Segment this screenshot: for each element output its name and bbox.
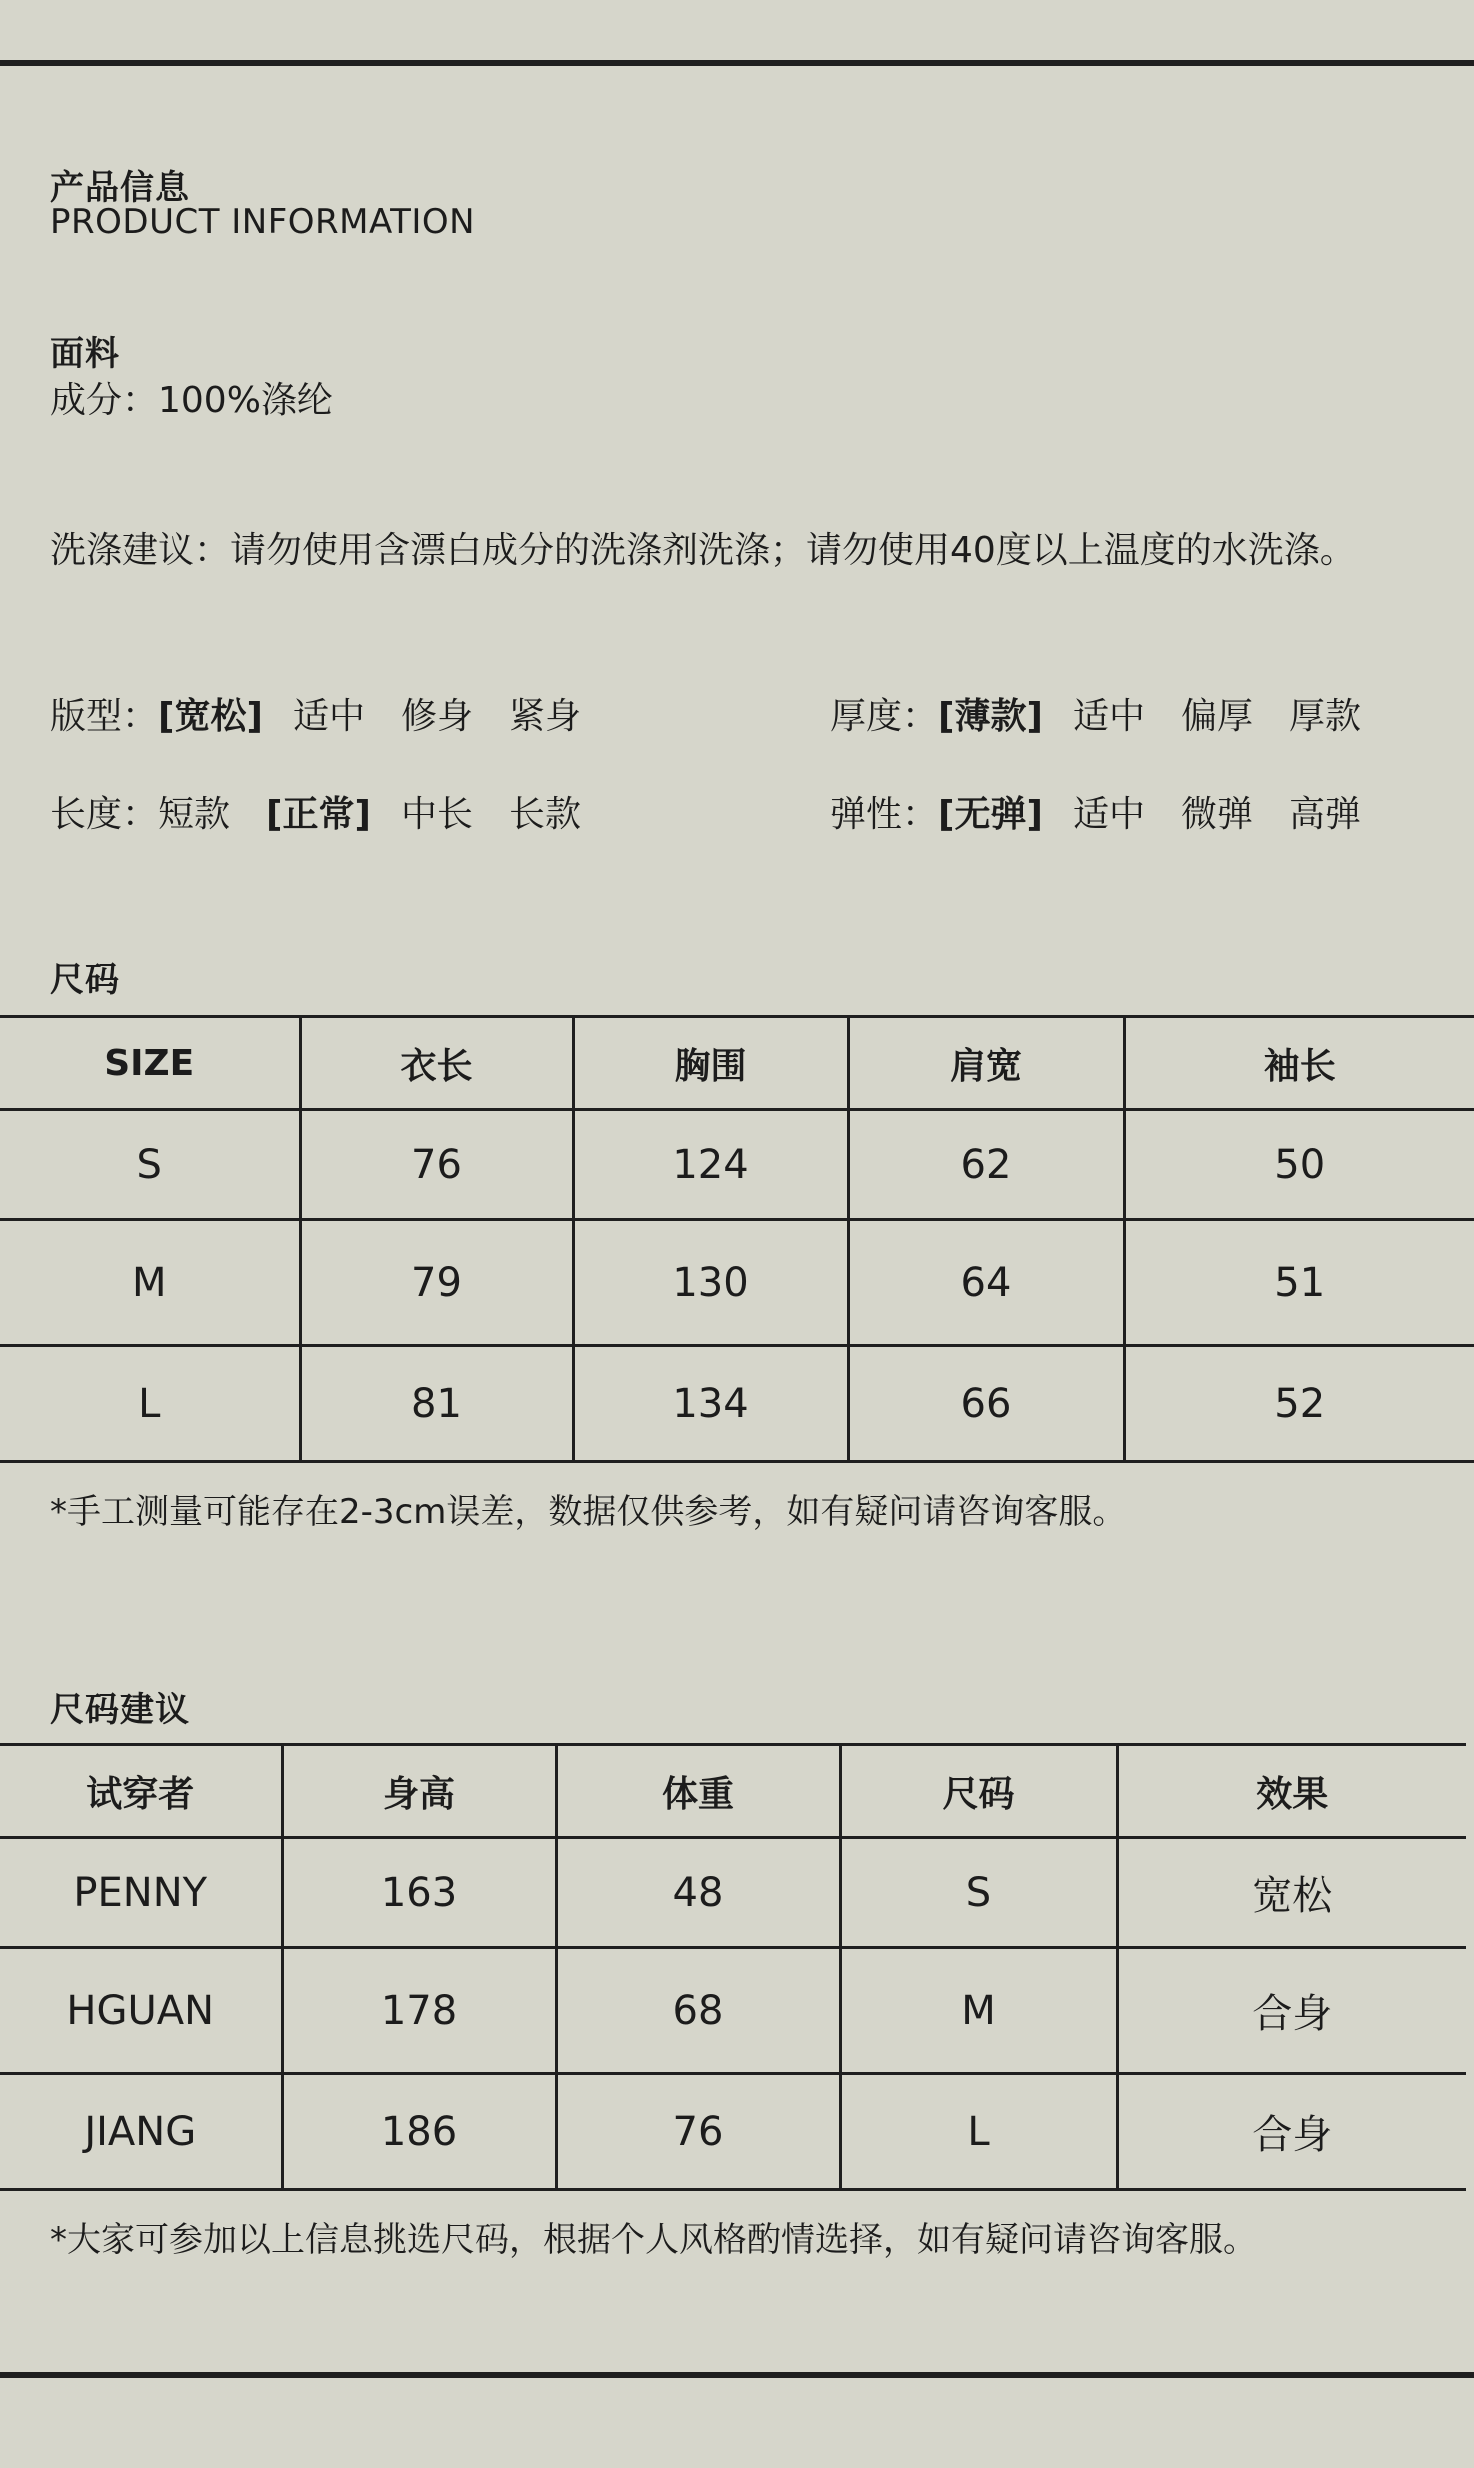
- size-chart-header: SIZE: [0, 1017, 300, 1110]
- size-advice-cell: 合身: [1117, 1948, 1466, 2074]
- size-advice-cell: JIANG: [0, 2074, 282, 2190]
- size-advice-cell: S: [840, 1838, 1117, 1948]
- size-advice-cell: 合身: [1117, 2074, 1466, 2190]
- size-chart-cell: 64: [848, 1220, 1124, 1346]
- size-chart-cell: 51: [1124, 1220, 1474, 1346]
- size-chart-title: 尺码: [50, 960, 120, 1000]
- size-advice-header: 尺码: [840, 1745, 1117, 1838]
- size-chart-cell: 79: [300, 1220, 573, 1346]
- washing-advice: 洗涤建议：请勿使用含漂白成分的洗涤剂洗涤；请勿使用40度以上温度的水洗涤。: [50, 530, 1356, 571]
- attr-fit-label: 版型：: [50, 696, 159, 737]
- size-chart-cell: 52: [1124, 1346, 1474, 1462]
- size-chart-cell: 62: [848, 1110, 1124, 1220]
- size-advice-title: 尺码建议: [50, 1690, 190, 1730]
- size-advice-cell: M: [840, 1948, 1117, 2074]
- attr-elasticity-option: [无弹]: [938, 794, 1043, 835]
- size-advice-cell: 68: [556, 1948, 840, 2074]
- size-advice-header: 身高: [282, 1745, 556, 1838]
- size-chart-cell: 124: [573, 1110, 848, 1220]
- attr-elasticity-label: 弹性：: [830, 794, 939, 835]
- table-row: [0, 1346, 1474, 1462]
- attr-thickness: [830, 688, 1397, 739]
- size-advice-cell: HGUAN: [0, 1948, 282, 2074]
- attr-thickness-option: [薄款]: [938, 696, 1043, 737]
- size-chart-cell: 50: [1124, 1110, 1474, 1220]
- size-advice-cell: 宽松: [1117, 1838, 1466, 1948]
- attr-thickness-option: 偏厚: [1180, 696, 1253, 737]
- size-chart-cell: 134: [573, 1346, 848, 1462]
- size-chart-cell: M: [0, 1220, 300, 1346]
- size-chart-cell: S: [0, 1110, 300, 1220]
- size-advice-header: 试穿者: [0, 1745, 282, 1838]
- section-title-product-cn: 产品信息: [50, 168, 190, 208]
- size-advice-note: *大家可参加以上信息挑选尺码，根据个人风格酌情选择，如有疑问请咨询客服。: [50, 2220, 1257, 2260]
- size-chart-cell: L: [0, 1346, 300, 1462]
- top-rule: [0, 60, 1474, 66]
- size-advice-table: [0, 1743, 1466, 2191]
- size-advice-cell: 178: [282, 1948, 556, 2074]
- table-row: [0, 1110, 1474, 1220]
- size-chart-note: *手工测量可能存在2-3cm误差，数据仅供参考，如有疑问请咨询客服。: [50, 1492, 1127, 1532]
- size-advice-cell: L: [840, 2074, 1117, 2190]
- attr-elasticity-option: 高弹: [1288, 794, 1361, 835]
- attr-thickness-option: 适中: [1072, 696, 1145, 737]
- table-row: [0, 1948, 1466, 2074]
- fabric-title: 面料: [50, 334, 120, 374]
- size-advice-cell: 186: [282, 2074, 556, 2190]
- table-row: [0, 1838, 1466, 1948]
- attr-length-option: 中长: [400, 794, 473, 835]
- size-chart-header: 衣长: [300, 1017, 573, 1110]
- size-chart-cell: 81: [300, 1346, 573, 1462]
- size-advice-cell: PENNY: [0, 1838, 282, 1948]
- bottom-rule: [0, 2372, 1474, 2378]
- table-row: [0, 1220, 1474, 1346]
- size-advice-header: 体重: [556, 1745, 840, 1838]
- attr-thickness-label: 厚度：: [830, 696, 939, 737]
- size-chart-header: 肩宽: [848, 1017, 1124, 1110]
- attr-length-label: 长度：: [50, 794, 159, 835]
- attr-elasticity-option: 微弹: [1180, 794, 1253, 835]
- attr-fit-option: [宽松]: [158, 696, 263, 737]
- attr-fit-option: 修身: [400, 696, 473, 737]
- size-chart-header: 袖长: [1124, 1017, 1474, 1110]
- attr-thickness-option: 厚款: [1288, 696, 1361, 737]
- size-chart-cell: 76: [300, 1110, 573, 1220]
- attr-length-option: 长款: [508, 794, 581, 835]
- size-chart-cell: 130: [573, 1220, 848, 1346]
- fabric-composition: 成分：100%涤纶: [50, 380, 333, 421]
- size-advice-cell: 48: [556, 1838, 840, 1948]
- section-title-product-en: PRODUCT INFORMATION: [50, 202, 476, 242]
- size-advice-cell: 76: [556, 2074, 840, 2190]
- size-chart-cell: 66: [848, 1346, 1124, 1462]
- size-advice-cell: 163: [282, 1838, 556, 1948]
- table-row: [0, 2074, 1466, 2190]
- size-chart-table: [0, 1015, 1474, 1463]
- attr-fit-option: 紧身: [508, 696, 581, 737]
- attr-elasticity-option: 适中: [1072, 794, 1145, 835]
- attr-length: [50, 786, 617, 837]
- size-chart-header: 胸围: [573, 1017, 848, 1110]
- attr-length-option: 短款: [158, 794, 231, 835]
- attr-fit-option: 适中: [292, 696, 365, 737]
- attr-length-option: [正常]: [266, 794, 371, 835]
- attr-elasticity: [830, 786, 1397, 837]
- attr-fit: [50, 688, 617, 739]
- size-advice-header: 效果: [1117, 1745, 1466, 1838]
